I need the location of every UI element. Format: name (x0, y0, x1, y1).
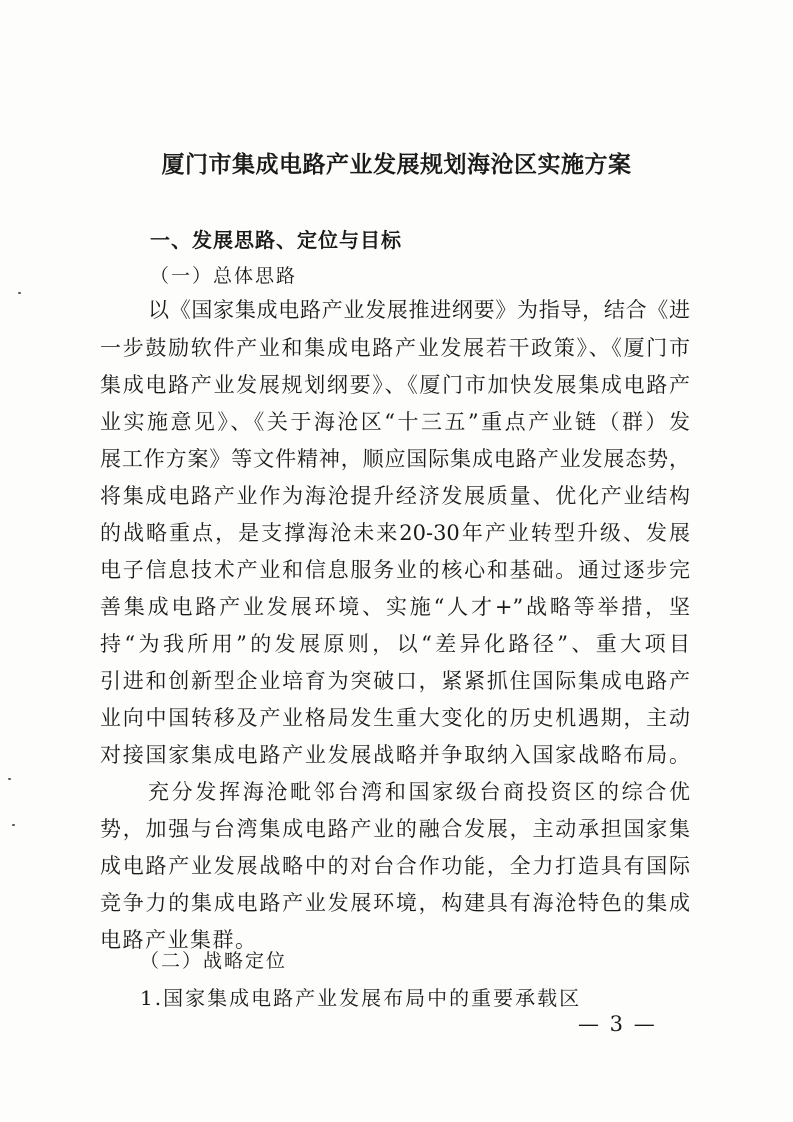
paragraph-line: 充分发挥海沧毗邻台湾和国家级台商投资区的综合优 (148, 780, 690, 804)
subsection-heading-overall-idea: （一）总体思路 (150, 265, 298, 287)
paragraph-line: 引进和创新型企业培育为突破口，紧紧抓住国际集成电路产 (100, 669, 690, 693)
scan-speck (8, 778, 11, 780)
paragraph-line: 势，加强与台湾集成电路产业的融合发展，主动承担国家集 (100, 817, 690, 841)
subsection-heading-strategic-positioning: （二）战略定位 (140, 950, 288, 972)
scan-speck (18, 292, 21, 294)
paragraph-line: 集成电路产业发展规划纲要》、《厦门市加快发展集成电路产 (100, 373, 690, 397)
paragraph-line: 展工作方案》等文件精神，顺应国际集成电路产业发展态势， (100, 447, 690, 471)
paragraph-line: 业实施意见》、《关于海沧区“十三五”重点产业链（群）发 (100, 410, 690, 434)
list-item-key-carrier-zone: 1.国家集成电路产业发展布局中的重要承载区 (140, 986, 582, 1010)
paragraph-line: 业向中国转移及产业格局发生重大变化的历史机遇期，主动 (100, 706, 690, 730)
paragraph-line: 对接国家集成电路产业发展战略并争取纳入国家战略布局。 (100, 743, 690, 767)
paragraph-line: 竞争力的集成电路产业发展环境，构建具有海沧特色的集成 (100, 891, 690, 915)
section-heading-development-ideas: 一、发展思路、定位与目标 (150, 228, 402, 252)
paragraph-line: 将集成电路产业作为海沧提升经济发展质量、优化产业结构 (100, 484, 690, 508)
page-number: — 3 — (578, 1012, 657, 1036)
document-title: 厦门市集成电路产业发展规划海沧区实施方案 (161, 151, 632, 178)
paragraph-line: 成电路产业发展战略中的对台合作功能，全力打造具有国际 (100, 854, 690, 878)
paragraph-line: 电路产业集群。 (100, 928, 258, 952)
paragraph-line: 电子信息技术产业和信息服务业的核心和基础。通过逐步完 (100, 558, 690, 582)
paragraph-line: 善集成电路产业发展环境、实施“人才+”战略等举措，坚 (100, 595, 690, 619)
paragraph-line: 的战略重点，是支撑海沧未来20-30年产业转型升级、发展 (100, 521, 690, 545)
paragraph-line: 一步鼓励软件产业和集成电路产业发展若干政策》、《厦门市 (100, 336, 690, 360)
paragraph-line: 持“为我所用”的发展原则，以“差异化路径”、重大项目 (100, 632, 690, 656)
paragraph-line: 以《国家集成电路产业发展推进纲要》为指导，结合《进 (148, 298, 690, 322)
scan-speck (12, 824, 15, 826)
